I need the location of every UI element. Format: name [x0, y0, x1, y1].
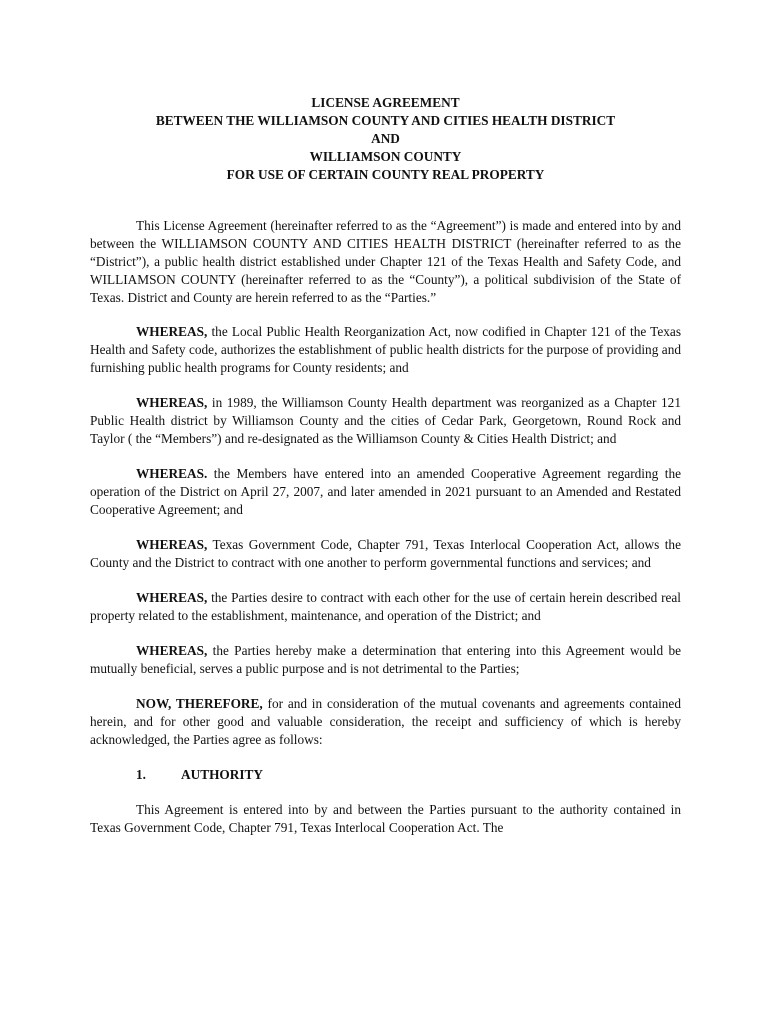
document-title — [90, 94, 681, 184]
recital-text: for and in consideration of the mutual covenants and agreements contained herein, and for other good and valuable consideration, the receipt and sufficiency of which is hereby acknowledged, the Parties agree as follows: — [90, 696, 681, 747]
section-title: AUTHORITY — [181, 767, 264, 782]
title-line-5: FOR USE OF CERTAIN COUNTY REAL PROPERTY — [226, 167, 545, 182]
recital-lead: WHEREAS, — [136, 324, 208, 339]
recital-paragraph — [90, 642, 681, 678]
title-line-3: AND — [371, 131, 400, 146]
recital-lead: WHEREAS, — [136, 590, 208, 605]
recital-lead: WHEREAS, — [136, 395, 208, 410]
recital-lead: WHEREAS. — [136, 466, 208, 481]
recital-paragraph — [90, 465, 681, 519]
recital-paragraph — [90, 323, 681, 377]
intro-paragraph: This License Agreement (hereinafter referred to as the “Agreement”) is made and entered into by and between the WILLIAMSON COUNTY AND CITIES HEALTH DISTRICT (hereinafter referred to as the “District”), a public health district established under Chapter 121 of the Texas Health and Safety Code, and WILLIAMSON COUNTY (hereinafter referred to as the “County”), a political subdivision of the State of Texas. District and County are herein referred to as the “Parties.” — [90, 218, 681, 305]
recital-text: the Members have entered into an amended Cooperative Agreement regarding the operation of the District on April 27, 2007, and later amended in 2021 pursuant to an Amended and Restated Cooperative Agreement; and — [90, 466, 681, 517]
section-heading-authority — [90, 766, 681, 784]
recital-text: in 1989, the Williamson County Health department was reorganized as a Chapter 121 Public Health district by Williamson County and the cities of Cedar Park, Georgetown, Round Rock and Taylor ( the “Members”) and re-designated as the Williamson County & Cities Health District; and — [90, 395, 681, 446]
recital-text: the Parties hereby make a determination that entering into this Agreement would be mutually beneficial, serves a public purpose and is not detrimental to the Parties; — [90, 643, 681, 676]
section-paragraph: This Agreement is entered into by and between the Parties pursuant to the authority contained in Texas Government Code, Chapter 791, Texas Interlocal Cooperation Act. The — [90, 802, 681, 835]
recital-text: Texas Government Code, Chapter 791, Texas Interlocal Cooperation Act, allows the County and the District to contract with one another to perform governmental functions and services; and — [90, 537, 681, 570]
recital-lead: NOW, THEREFORE, — [136, 696, 263, 711]
recital-paragraph — [90, 394, 681, 448]
section-number: 1. — [136, 767, 146, 782]
recital-lead: WHEREAS, — [136, 537, 208, 552]
title-line-2: BETWEEN THE WILLIAMSON COUNTY AND CITIES HEALTH DISTRICT — [155, 113, 616, 128]
title-line-1: LICENSE AGREEMENT — [311, 95, 460, 110]
recital-text: the Parties desire to contract with each other for the use of certain herein described real property related to the establishment, maintenance, and operation of the District; and — [90, 590, 681, 623]
recital-paragraph — [90, 589, 681, 625]
now-therefore-paragraph — [90, 695, 681, 749]
recital-lead: WHEREAS, — [136, 643, 208, 658]
recital-paragraph — [90, 536, 681, 572]
recital-text: the Local Public Health Reorganization Act, now codified in Chapter 121 of the Texas Health and Safety code, authorizes the establishment of public health districts for the purpose of providing and furnishing public health programs for County residents; and — [90, 324, 681, 375]
title-line-4: WILLIAMSON COUNTY — [309, 149, 462, 164]
